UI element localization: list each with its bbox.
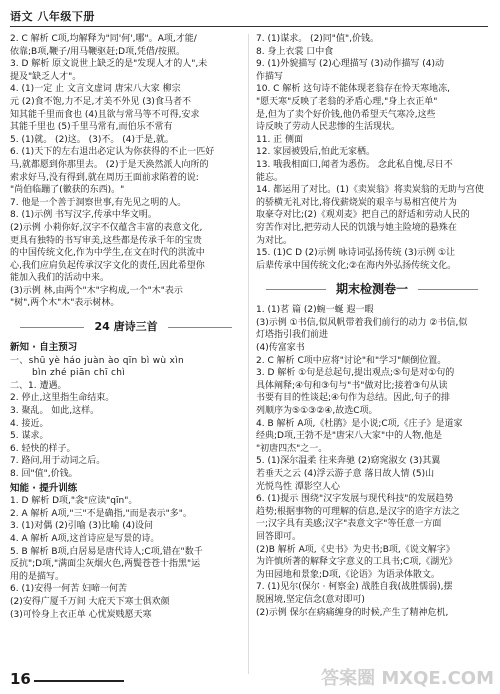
answer-line: 心,我们应肩负起传承汉字文化的责任,因此希望你 <box>10 260 205 271</box>
answer-line: 4. (1)一定 止 文言文虚词 唐宋八大家 柳宗 <box>10 84 181 95</box>
section-title-text: 24 唐诗三首 <box>94 319 158 333</box>
answer-line: 一;汉字具有美感;汉字"表意文字"等任意一方面 <box>256 519 442 530</box>
answer-line: 2. 停止,这里指生命结束。 <box>10 393 115 404</box>
answer-line: 3. D 解析 ①句是总起句,提出观点;⑤句是对①句的 <box>256 368 455 379</box>
subsection-preview: 新知 · 自主预习 <box>10 342 78 354</box>
answer-line: 12. 家园被毁后,怕此无家栖。 <box>256 147 376 158</box>
answer-line: 穷苦作对比,把劳动人民的饥饿与她主险境的悬殊在 <box>256 222 457 233</box>
answer-line: 8. 回"值",价钱。 <box>10 469 78 479</box>
answer-line: 诗反映了劳动人民悲惨的生活现状。 <box>256 122 401 133</box>
answer-line: 14. 都运用了对比。(1)《卖炭翁》将卖炭翁的无助与宫使 <box>256 185 484 196</box>
header-rule <box>10 26 488 27</box>
answer-line: 7. 路问,用于动词之后。 <box>10 456 106 467</box>
answer-line: 3. 聚乱。 如此,这样。 <box>10 406 100 417</box>
answer-line: 知其能千里而食也 (4)且欲与常马等不可得,安求 <box>10 109 200 120</box>
answer-line: 6. (1)提示 围绕"汉字发展与现代科技"的发展趋势 <box>256 494 454 505</box>
answer-line: 灯塔指引我们前进 <box>256 330 329 341</box>
right-answer-block-2 <box>256 304 488 619</box>
left-answer-block-3 <box>10 495 242 621</box>
answer-line: 3. D 解析 原文说世上缺乏的是"发现人才的人",未 <box>10 59 208 70</box>
answer-line: 马,就都愿到你那里去。 (2)于是天涣然派人向所的 <box>10 159 209 170</box>
answer-line: "尚伯临蹦了(徽获的东西)。" <box>10 185 125 196</box>
answer-line: 为对比。 <box>256 235 293 246</box>
answer-line: 是,但为了卖个好价钱,他仍希望天气寒冷,这些 <box>256 109 436 120</box>
answer-line: 9. (1)外貌描写 (2)心理描写 (3)动作描写 (4)动 <box>256 59 445 70</box>
right-answer-block-1 <box>256 33 488 272</box>
answer-line: "愿天寒"反映了老翁的矛盾心理,"身上衣正单" <box>256 96 438 107</box>
answer-line: 经典;D项,王勃不是"唐宋八大家"中的人物,他是 <box>256 431 442 442</box>
answer-line: (3)示例 ①书信,似风帆带着我们前行的动力 ②书信,似 <box>256 317 468 328</box>
page-number: 16 <box>10 670 31 688</box>
answer-line: 2. C 解析 C项中应将"讨论"和"学习"颠倒位置。 <box>256 355 447 366</box>
section-title-text: 期末检测卷一 <box>336 281 409 296</box>
answer-line: "初唐四杰"之一。 <box>256 443 328 454</box>
answer-line: 15. (1)C D (2)示例 咏诗词弘扬传统 (3)示例 ①让 <box>256 248 456 259</box>
pinyin-line-1: 一、shū yè háo juàn ào qīn bì wù xìn <box>10 355 184 366</box>
answer-line: 10. C 解析 这句诗不能体现老翁存在怜天寒地冻, <box>256 84 451 95</box>
answer-line: 更具有独特的书写审美,这些都是传承千年的宝贵 <box>10 235 202 246</box>
left-answer-block-2 <box>10 380 242 481</box>
answer-line: 能加入我们的活动中来。 <box>10 273 110 284</box>
left-answer-block-1 <box>10 33 242 310</box>
page-number-rule <box>34 680 124 682</box>
answer-line: 5. (1)深尔温柔 往来奔驰 (2)窈窕淑女 (3)其翼 <box>256 456 441 467</box>
answer-line: 1. (1)茗 篇 (2)蜿一蜒 遐一暇 <box>256 305 374 316</box>
answer-line: 8. 身上衣裳 口中食 <box>256 46 334 57</box>
answer-line: (2)示例 小莉你好,汉字不仅蕴含丰富的表意文化, <box>10 222 203 233</box>
answer-line: 6. 轻快的样子。 <box>10 443 76 454</box>
answer-line: 的中国传统文化,作为中学生,在文在时代的洪流中 <box>10 248 205 259</box>
left-column <box>10 33 242 621</box>
answer-line: 4. 接近。 <box>10 418 49 429</box>
watermark-logo: 答案圈 MXQE.COM <box>321 668 494 689</box>
answer-line: 2. A 解析 A项,"三"不是确指,"而是表示"多"。 <box>10 508 192 519</box>
answer-line: (2)安得广厦千万间 大庇天下寒士俱欢颜 <box>10 596 170 607</box>
answer-line: 趋势;根据事物的可理解的信息,是汉字的造字方法之 <box>256 506 460 517</box>
answer-line: 书要有目的性谈起;④句作为总结。因此,句子的排 <box>256 393 450 404</box>
pinyin-line-2: bìn zhé piān chī chì <box>32 368 126 379</box>
answer-line: 后辈传承中国传统文化;②在海内外弘扬传统文化。 <box>256 260 457 271</box>
answer-line: 提及"缺乏人才"。 <box>10 71 82 82</box>
answer-line: 为田园地和景象;D项,《论语》为语录体散文。 <box>256 569 440 580</box>
answer-line: 光悦鸟性 潭影空人心 <box>256 481 340 492</box>
right-column <box>256 33 488 619</box>
answer-line: 其能千里也 (5)千里马常有,而伯乐不常有 <box>10 122 173 133</box>
answer-line: (2)B 解析 A项,《史书》为史书;B项,《说文解字》 <box>256 544 455 555</box>
answer-line: 为许慎所著的解释文字意义的工具书;C项,《湖光》 <box>256 557 458 568</box>
answer-line: (3)可怜身上衣正单 心忧炭贱愿天寒 <box>10 609 152 620</box>
section-title-final-exam <box>256 278 488 300</box>
answer-line: 6. (1)安得一何苦 妇啼一何苦 <box>10 584 128 595</box>
answer-line: 6. (1)天下的左右退出必定认为你获得的不止一匹好 <box>10 147 215 158</box>
answer-line: 5. 谋求。 <box>10 431 49 442</box>
column-divider <box>248 34 249 674</box>
answer-line: "树",两个木"木"表示树林。 <box>10 298 120 309</box>
answer-line: 的骄横无礼对比,将伐薪烧炭的艰辛与易相宫使片为 <box>256 197 457 208</box>
answer-line: 索求好马,没有得到,就在周历王面前求陷着的说: <box>10 172 199 183</box>
answer-line: 能忘。 <box>256 172 284 183</box>
answer-line: 用的是描写。 <box>10 571 65 582</box>
page-header: 语文 八年级下册 <box>10 10 95 23</box>
answer-line: 元 (2)食不饱,力不足,才美不外见 (3)食马者不 <box>10 96 191 107</box>
subsection-training: 知能 · 提升训练 <box>10 482 78 494</box>
answer-line: 5. (1)就。 (2)这。 (3)不。 (4)于是,就。 <box>10 134 174 145</box>
answer-line: 1. D 解析 D项,"衾"应读"qīn"。 <box>10 496 138 507</box>
answer-line: 2. C 解析 C项,均解释为"同'何',哪"。A项,才能/ <box>10 34 197 44</box>
answer-line: 8. (1)示例 书写汉字,传承中华文明。 <box>10 210 157 221</box>
answer-line: (3)示例 林,由两个"木"字构成,一个"木"表示 <box>10 285 183 296</box>
answer-line: (2)示例 保尔在病痛缠身的时候,产生了精神危机, <box>256 607 449 618</box>
answer-line: 若垂天之云 (4)浮云游子意 落日故人情 (5)山 <box>256 469 435 479</box>
answer-line: 具体阐释;④句和③句与"书"做对比;接着③句从读 <box>256 380 448 391</box>
section-title-tang-poems <box>10 316 242 338</box>
answer-line: 5. B 解析 B项,白居易是唐代诗人;C项,错在"数千 <box>10 546 203 557</box>
answer-line: 7. (1)见尔(保尔 · 柯察金) 战胜自我(战胜懦弱),摆 <box>256 582 453 593</box>
answer-line: 4. B 解析 A项,《杜鹃》是小说;C项,《庄子》是道家 <box>256 418 463 429</box>
answer-line: 反抗";D项,"满面尘灰烟火色,两鬓苍苍十指黑"运 <box>10 559 201 570</box>
answer-line: 作描写 <box>256 71 284 82</box>
answer-line: (4)传富家书 <box>256 343 305 354</box>
answer-line: 脱困境,坚定信念(意对即可) <box>256 594 365 605</box>
answer-line: 7. (1)谋求。 (2)同"值",价钱。 <box>256 34 379 44</box>
answer-line: 13. 哦我相面口,闻者为悉伤。 念此私自愧,尽日不 <box>256 159 453 170</box>
answer-line: 依靠;B项,鞭子/用马鞭驱赶;D项,凭借/按照。 <box>10 46 185 57</box>
answer-line: 7. 他是一个善于洞察世事,有先见之明的人。 <box>10 197 187 208</box>
answer-line: 列顺序为⑤①③②④,故选C项。 <box>256 406 378 417</box>
answer-line: 二、1. 遭遇。 <box>10 380 67 391</box>
answer-line: 4. A 解析 A项,这首诗应是写景的诗。 <box>10 533 160 544</box>
answer-line: 取豪夺对比;(2)《观刈麦》把自己的舒适和劳动人民的 <box>256 210 470 221</box>
answer-line: 回答即可。 <box>256 531 302 542</box>
answer-line: 11. 正 侧面 <box>256 134 304 145</box>
answer-line: 3. (1)对偶 (2)引喻 (3)比喻 (4)设问 <box>10 521 154 532</box>
